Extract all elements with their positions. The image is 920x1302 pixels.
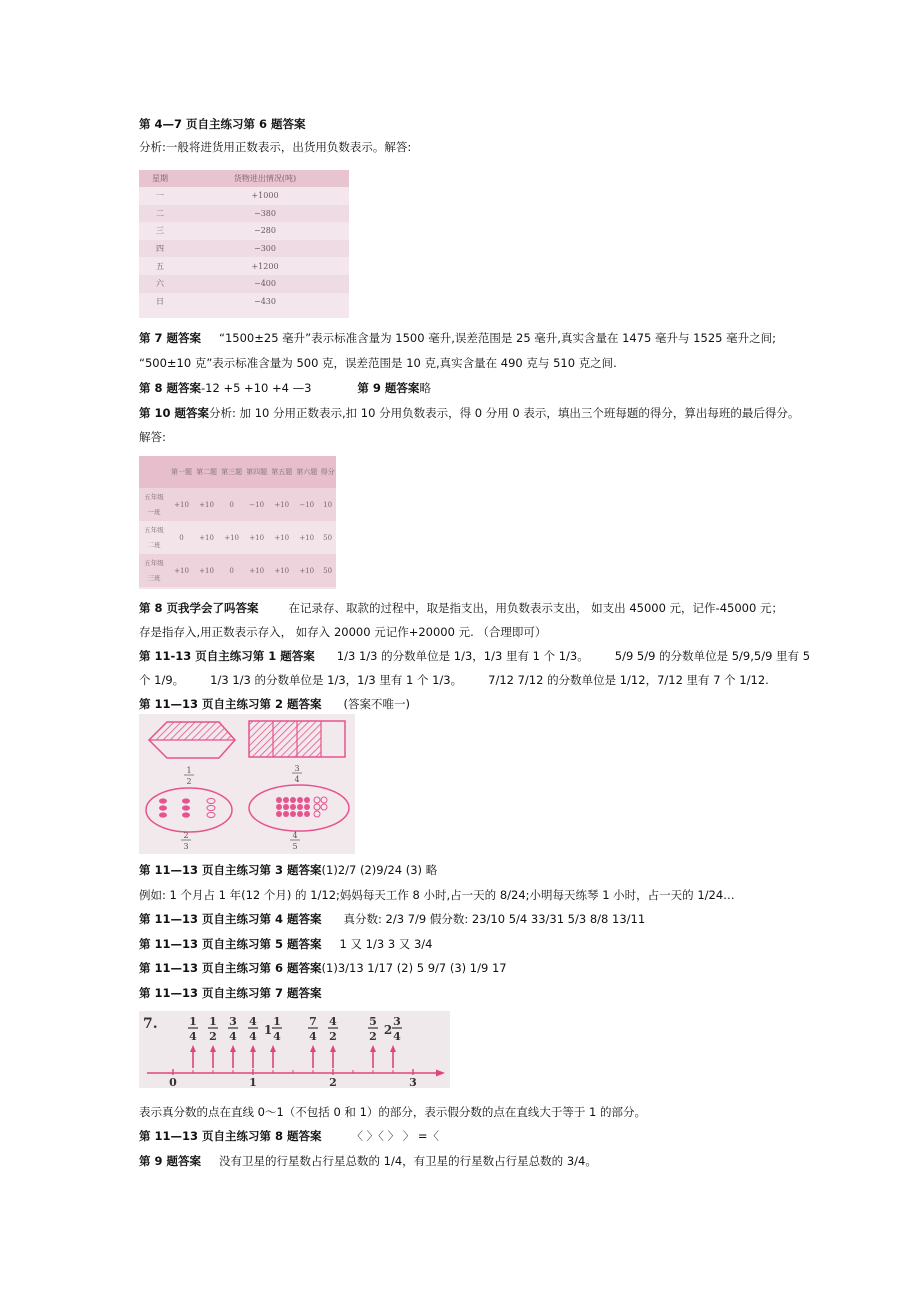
fraction-denominator: 2 [369, 1030, 377, 1043]
table2-cell: −10 [294, 488, 319, 521]
table2-cell: +10 [274, 533, 290, 542]
p11-q1-text: 1/3 1/3 的分数单位是 1/3，1/3 里有 1 个 1/3。 [210, 673, 463, 687]
fraction-numerator: 3 [229, 1015, 237, 1028]
p11-q1-text: 5/9 5/9 的分数单位是 5/9,5/9 里有 5 [614, 649, 811, 663]
p11-q2-label: 第 11—13 页自主练习第 2 题答案 [139, 697, 322, 711]
table2-cell: 50 [319, 554, 336, 587]
number-line-fraction [368, 1015, 378, 1068]
p11-q1-text: 个 1/9。 [139, 673, 185, 687]
q8-label: 第 8 题答案 [139, 381, 202, 395]
fraction-denominator: 3 [183, 842, 189, 851]
p11-q1-label: 第 11-13 页自主练习第 1 题答案 [139, 649, 315, 663]
table2-cell: 0 [219, 554, 244, 587]
table2-header: 得分 [319, 456, 336, 488]
q10-answer: 解答: [139, 430, 166, 444]
q9-final-label: 第 9 题答案 [139, 1154, 202, 1168]
table2-row-label: 五年级 一班 [139, 488, 169, 521]
hexagon-shape [149, 722, 235, 758]
p8-line1 [139, 600, 783, 616]
table2-cell: +10 [194, 554, 219, 587]
fraction-denominator: 4 [273, 1030, 281, 1043]
table2-header: 第四题 [244, 456, 269, 488]
q9-final-line [139, 1153, 597, 1169]
number-line-fraction [248, 1015, 258, 1068]
fraction-denominator: 4 [309, 1030, 317, 1043]
table2-cell: 10 [319, 488, 336, 521]
fraction-denominator: 4 [294, 775, 300, 784]
table1-cell: 五 [156, 261, 164, 271]
q10-label: 第 10 题答案 [139, 406, 210, 420]
fraction-shapes-image [139, 714, 355, 854]
table1-cell: 四 [139, 240, 181, 258]
table1-cell: +1200 [251, 261, 279, 271]
q7-line2: “500±10 克”表示标准含量为 500 克，误差范围是 10 克,真实含量在 490 克与 510 克之间. [139, 356, 617, 370]
p11-q8-value: 〈 〉〈 〉 〉 =〈 [351, 1129, 440, 1143]
table2-header: 第一题 [169, 456, 194, 488]
rectangle-shape [249, 721, 345, 757]
q7-label: 第 7 题答案 [139, 331, 202, 345]
table2-header: 第二题 [194, 456, 219, 488]
table2-cell: −10 [244, 488, 269, 521]
fraction-numerator: 5 [369, 1015, 377, 1028]
table2-cell: 50 [323, 533, 333, 542]
table2-header: 第五题 [269, 456, 294, 488]
ellipse-hearts-group [249, 785, 349, 831]
q10-text: 分析: 加 10 分用正数表示,扣 10 分用负数表示，得 0 分用 0 表示，填出三个班每题的得分，算出每班的最后得分。 [209, 406, 800, 420]
section-title-p4-7-q6: 第 4—7 页自主练习第 6 题答案 [139, 117, 306, 131]
p11-q3-line [139, 862, 437, 878]
q7-text1: “1500±25 毫升”表示标准含量为 1500 毫升,误差范围是 25 毫升,真实含量在 1475 毫升与 1525 毫升之间; [219, 331, 776, 345]
goods-table-image [139, 170, 349, 318]
point-arrowhead [230, 1045, 236, 1052]
fraction-numerator: 1 [186, 766, 192, 775]
p11-q2-line [139, 696, 410, 712]
p8-line2: 存是指存入,用正数表示存入， 如存入 20000 元记作+20000 元. （合理即可） [139, 625, 547, 639]
table2-cell: +10 [169, 488, 194, 521]
table1-cell: −430 [254, 296, 276, 306]
number-line-fraction [188, 1015, 198, 1068]
table1-cell: −280 [254, 226, 276, 236]
table2-row-label: 五年级 二班 [144, 525, 164, 549]
number-line-fraction [228, 1015, 238, 1068]
table1-cell: −300 [181, 240, 349, 258]
fraction-note: 表示真分数的点在直线 0～1（不包括 0 和 1）的部分，表示假分数的点在直线大于等于 1 的部分。 [139, 1105, 647, 1119]
fraction-denominator: 4 [189, 1030, 197, 1043]
fraction-denominator: 5 [292, 842, 298, 851]
p11-q6-line [139, 960, 507, 976]
p11-q6-value: (1)3/13 1/17 (2) 5 9/7 (3) 1/9 17 [321, 961, 507, 975]
table1-header-goods: 货物进出情况(吨) [181, 170, 349, 187]
p11-q5-label: 第 11—13 页自主练习第 5 题答案 [139, 937, 322, 951]
score-table-image [139, 456, 336, 589]
problem-number: 7. [143, 1016, 158, 1032]
table2-header: 第六题 [294, 456, 319, 488]
p11-q5-line [139, 936, 432, 952]
table2-row-label: 五年级 三班 [139, 554, 169, 587]
table2-cell: +10 [244, 554, 269, 587]
point-arrowhead [270, 1045, 276, 1052]
number-line-image [139, 1011, 450, 1088]
table1-cell: −400 [181, 275, 349, 293]
number-line-fraction [264, 1015, 282, 1068]
table1-cell: 二 [139, 205, 181, 223]
p11-q7-label: 第 11—13 页自主练习第 7 题答案 [139, 986, 322, 1000]
number-line-tick-label: 0 [169, 1076, 177, 1088]
number-line-arrowhead [436, 1070, 445, 1077]
fraction-denominator: 2 [329, 1030, 337, 1043]
number-line-fraction [208, 1015, 218, 1068]
analysis-text: 分析:一般将进货用正数表示，出货用负数表示。解答: [139, 140, 412, 154]
q8-value: -12 +5 +10 +4 —3 [201, 381, 312, 395]
fraction-numerator: 1 [189, 1015, 197, 1028]
point-arrowhead [250, 1045, 256, 1052]
p11-q3-example: 例如: 1 个月占 1 年(12 个月) 的 1/12;妈妈每天工作 8 小时,占一天的 8/24;小明每天练琴 1 小时，占一天的 1/24… [139, 888, 735, 902]
table1-cell: 一 [156, 191, 164, 201]
fraction-numerator: 4 [329, 1015, 337, 1028]
table2-cell: +10 [199, 533, 214, 542]
fraction-numerator: 1 [209, 1015, 217, 1028]
table2-cell: 0 [219, 488, 244, 521]
table2-cell: +10 [299, 533, 315, 542]
fraction-numerator: 3 [393, 1015, 401, 1028]
p11-q1-line2 [139, 672, 769, 688]
fraction-denominator: 2 [186, 777, 192, 786]
table2-cell: +10 [249, 533, 265, 542]
number-line-tick-label: 1 [249, 1076, 257, 1088]
p8-text1: 在记录存、取款的过程中，取是指支出，用负数表示支出， 如支出 45000 元，记作-45000 元； [288, 601, 783, 615]
number-line-tick-label: 2 [329, 1076, 337, 1088]
table2-header: 第三题 [219, 456, 244, 488]
p11-q1-text: 1/3 1/3 的分数单位是 1/3，1/3 里有 1 个 1/3。 [336, 649, 589, 663]
p11-q3-value: (1)2/7 (2)9/24 (3) 略 [321, 863, 438, 877]
table2-cell: +10 [224, 533, 239, 542]
point-arrowhead [190, 1045, 196, 1052]
table2-cell: +10 [269, 554, 294, 587]
number-line-fraction [328, 1015, 338, 1068]
number-line-fraction [384, 1015, 402, 1068]
fraction-numerator: 4 [292, 831, 298, 840]
fraction-numerator: 1 [273, 1015, 281, 1028]
fraction-denominator: 4 [393, 1030, 401, 1043]
table2-cell: +10 [294, 554, 319, 587]
p11-q4-value: 真分数: 2/3 7/9 假分数: 23/10 5/4 33/31 5/3 8/8 13/11 [343, 912, 646, 926]
point-arrowhead [370, 1045, 376, 1052]
q10-line [139, 405, 799, 421]
p11-q8-line [139, 1128, 439, 1144]
p11-q4-label: 第 11—13 页自主练习第 4 题答案 [139, 912, 322, 926]
fraction-whole: 1 [263, 1023, 273, 1037]
p11-q5-value: 1 又 1/3 3 又 3/4 [339, 937, 433, 951]
table1-header-day: 星期 [139, 170, 181, 187]
fraction-numerator: 3 [294, 764, 300, 773]
table1-cell: −380 [181, 205, 349, 223]
point-arrowhead [390, 1045, 396, 1052]
q9-value: 略 [419, 381, 431, 395]
number-line-fraction [308, 1015, 318, 1068]
table2-cell: +10 [194, 488, 219, 521]
p11-q6-label: 第 11—13 页自主练习第 6 题答案 [139, 961, 322, 975]
table1-cell: 日 [156, 296, 164, 306]
fraction-denominator: 2 [209, 1030, 217, 1043]
q8-line [139, 380, 431, 396]
q9-label: 第 9 题答案 [357, 381, 420, 395]
fraction-numerator: 2 [183, 831, 189, 840]
table2-cell: +10 [169, 554, 194, 587]
fraction-numerator: 4 [249, 1015, 257, 1028]
fraction-numerator: 7 [309, 1015, 317, 1028]
table2-cell: +10 [269, 488, 294, 521]
p11-q4-line [139, 911, 645, 927]
point-arrowhead [210, 1045, 216, 1052]
p11-q3-label: 第 11—13 页自主练习第 3 题答案 [139, 863, 322, 877]
fraction-whole: 2 [383, 1023, 393, 1037]
table1-cell: 六 [139, 275, 181, 293]
point-arrowhead [330, 1045, 336, 1052]
p11-q2-note: (答案不唯一) [343, 697, 411, 711]
q9-final-value: 没有卫星的行星数占行星总数的 1/4，有卫星的行星数占行星总数的 3/4。 [219, 1154, 597, 1168]
fraction-denominator: 4 [249, 1030, 257, 1043]
ellipse-beans-group [146, 788, 232, 832]
q7-line1 [139, 330, 776, 346]
p11-q1-line1 [139, 648, 810, 664]
table2-cell: 0 [179, 533, 184, 542]
p8-label: 第 8 页我学会了吗答案 [139, 601, 259, 615]
point-arrowhead [310, 1045, 316, 1052]
p11-q1-text: 7/12 7/12 的分数单位是 1/12，7/12 里有 7 个 1/12. [488, 673, 769, 687]
fraction-denominator: 4 [229, 1030, 237, 1043]
table1-cell: +1000 [251, 191, 279, 201]
number-line-tick-label: 3 [409, 1076, 417, 1088]
table1-cell: 三 [156, 226, 164, 236]
p11-q8-label: 第 11—13 页自主练习第 8 题答案 [139, 1129, 322, 1143]
